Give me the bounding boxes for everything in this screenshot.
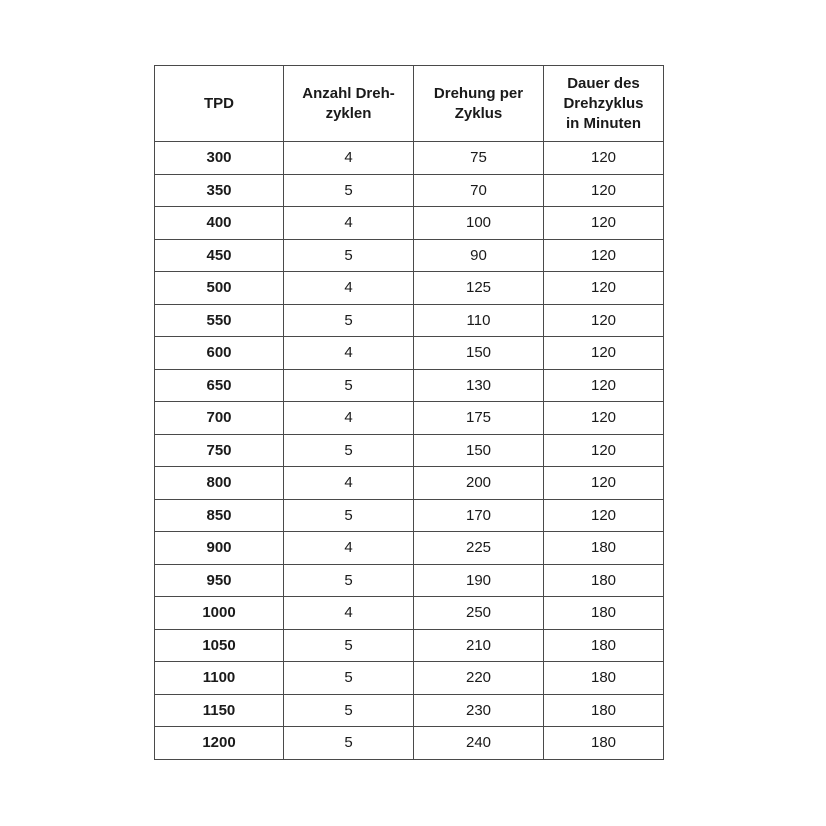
cell-rotation-cycles: 4 <box>284 272 414 305</box>
cell-rotation-cycles: 5 <box>284 239 414 272</box>
cell-rotation-per-cycle: 210 <box>414 629 544 662</box>
cell-rotation-cycles: 4 <box>284 337 414 370</box>
table-row <box>155 694 664 727</box>
cell-rotation-cycles: 5 <box>284 369 414 402</box>
table-row <box>155 402 664 435</box>
cell-cycle-duration: 120 <box>544 142 664 175</box>
cell-tpd: 550 <box>155 304 284 337</box>
cell-cycle-duration: 120 <box>544 369 664 402</box>
cell-rotation-per-cycle: 75 <box>414 142 544 175</box>
cell-rotation-cycles: 5 <box>284 564 414 597</box>
cell-tpd: 450 <box>155 239 284 272</box>
cell-cycle-duration: 120 <box>544 174 664 207</box>
cell-rotation-per-cycle: 200 <box>414 467 544 500</box>
cell-rotation-per-cycle: 230 <box>414 694 544 727</box>
cell-rotation-cycles: 5 <box>284 662 414 695</box>
cell-rotation-cycles: 4 <box>284 207 414 240</box>
cell-tpd: 700 <box>155 402 284 435</box>
table-row <box>155 304 664 337</box>
cell-rotation-cycles: 4 <box>284 597 414 630</box>
cell-rotation-per-cycle: 70 <box>414 174 544 207</box>
cell-cycle-duration: 120 <box>544 434 664 467</box>
header-tpd: TPD <box>155 66 284 142</box>
cell-rotation-cycles: 4 <box>284 467 414 500</box>
cell-tpd: 900 <box>155 532 284 565</box>
cell-rotation-per-cycle: 220 <box>414 662 544 695</box>
table-row <box>155 467 664 500</box>
cell-rotation-cycles: 5 <box>284 174 414 207</box>
cell-cycle-duration: 180 <box>544 727 664 760</box>
cell-tpd: 1200 <box>155 727 284 760</box>
cell-tpd: 950 <box>155 564 284 597</box>
cell-cycle-duration: 120 <box>544 239 664 272</box>
cell-tpd: 750 <box>155 434 284 467</box>
cell-rotation-cycles: 5 <box>284 629 414 662</box>
rotation-cycle-table <box>154 65 664 760</box>
cell-cycle-duration: 120 <box>544 272 664 305</box>
header-rotation-cycles: Anzahl Dreh- zyklen <box>284 66 414 142</box>
table-row <box>155 662 664 695</box>
cell-cycle-duration: 180 <box>544 694 664 727</box>
table-row <box>155 499 664 532</box>
table-body <box>155 142 664 760</box>
table-row <box>155 369 664 402</box>
header-row <box>155 66 664 142</box>
cell-cycle-duration: 120 <box>544 499 664 532</box>
table-row <box>155 337 664 370</box>
table-row <box>155 239 664 272</box>
cell-tpd: 650 <box>155 369 284 402</box>
table-row <box>155 597 664 630</box>
table-row <box>155 532 664 565</box>
cell-cycle-duration: 120 <box>544 207 664 240</box>
cell-cycle-duration: 180 <box>544 532 664 565</box>
cell-rotation-cycles: 5 <box>284 727 414 760</box>
cell-tpd: 850 <box>155 499 284 532</box>
header-cycle-duration: Dauer des Drehzyklus in Minuten <box>544 66 664 142</box>
table-header <box>155 66 664 142</box>
cell-tpd: 1100 <box>155 662 284 695</box>
cell-cycle-duration: 180 <box>544 564 664 597</box>
table-row <box>155 727 664 760</box>
table-row <box>155 629 664 662</box>
cell-rotation-cycles: 5 <box>284 304 414 337</box>
cell-rotation-cycles: 4 <box>284 402 414 435</box>
cell-rotation-cycles: 5 <box>284 694 414 727</box>
cell-cycle-duration: 180 <box>544 597 664 630</box>
cell-rotation-per-cycle: 250 <box>414 597 544 630</box>
cell-cycle-duration: 120 <box>544 402 664 435</box>
cell-rotation-per-cycle: 240 <box>414 727 544 760</box>
cell-tpd: 800 <box>155 467 284 500</box>
cell-tpd: 500 <box>155 272 284 305</box>
table-row <box>155 142 664 175</box>
cell-tpd: 400 <box>155 207 284 240</box>
cell-tpd: 350 <box>155 174 284 207</box>
cell-tpd: 1150 <box>155 694 284 727</box>
table-row <box>155 174 664 207</box>
table-row <box>155 207 664 240</box>
table-row <box>155 272 664 305</box>
cell-rotation-cycles: 4 <box>284 142 414 175</box>
cell-rotation-per-cycle: 150 <box>414 337 544 370</box>
cell-tpd: 1000 <box>155 597 284 630</box>
cell-rotation-per-cycle: 175 <box>414 402 544 435</box>
table-row <box>155 434 664 467</box>
cell-cycle-duration: 120 <box>544 337 664 370</box>
cell-rotation-per-cycle: 90 <box>414 239 544 272</box>
cell-rotation-per-cycle: 150 <box>414 434 544 467</box>
cell-cycle-duration: 120 <box>544 304 664 337</box>
cell-rotation-per-cycle: 100 <box>414 207 544 240</box>
cell-rotation-per-cycle: 125 <box>414 272 544 305</box>
cell-cycle-duration: 180 <box>544 662 664 695</box>
cell-rotation-per-cycle: 225 <box>414 532 544 565</box>
cell-tpd: 1050 <box>155 629 284 662</box>
cell-rotation-cycles: 5 <box>284 434 414 467</box>
cell-rotation-per-cycle: 190 <box>414 564 544 597</box>
cell-cycle-duration: 180 <box>544 629 664 662</box>
cell-rotation-per-cycle: 110 <box>414 304 544 337</box>
cell-rotation-cycles: 5 <box>284 499 414 532</box>
cell-tpd: 600 <box>155 337 284 370</box>
cell-rotation-per-cycle: 170 <box>414 499 544 532</box>
table-row <box>155 564 664 597</box>
cell-rotation-per-cycle: 130 <box>414 369 544 402</box>
cell-tpd: 300 <box>155 142 284 175</box>
cell-cycle-duration: 120 <box>544 467 664 500</box>
rotation-table-container <box>154 65 663 760</box>
cell-rotation-cycles: 4 <box>284 532 414 565</box>
header-rotation-per-cycle: Drehung per Zyklus <box>414 66 544 142</box>
